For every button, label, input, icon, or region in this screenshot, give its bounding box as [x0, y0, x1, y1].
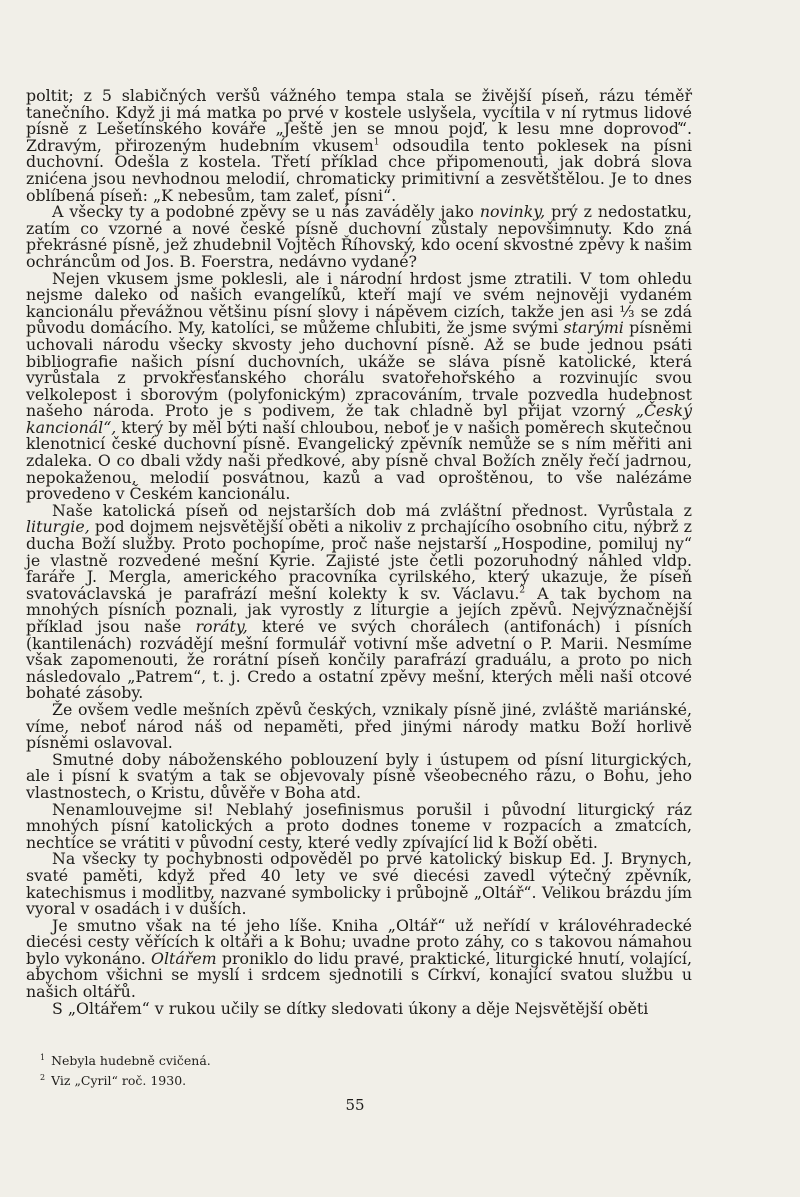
text-run: Že ovšem vedle mešních zpěvů českých, vznikaly písně jiné, zvláště mariánské, víme, neboť národ náš od nepaměti, před jinými národy matku Boží horlivě písněmi oslavoval. — [26, 699, 692, 753]
paragraph — [26, 749, 692, 802]
text-run: poltit; z 5 slabičných veršů vážného tempa stala se živější píseň, rázu téměř tanečního. Když ji má matka po prvé v kostele uslyšela, vycítila v ní rytmus lidové písně z Lešetínského kováře „Ještě jen se mnou pojď, k lesu mne doprovoď“. Zdravým, přirozeným hudebním vkusem — [26, 86, 692, 155]
text-run: pod dojmem nejsvětější oběti a nikoliv z prchajícího osobního citu, nýbrž z ducha Boží služby. Proto pochopíme, proč naše nejstarší „Hospodine, pomiluj ny“ je vlastně rozvedené mešní Kyrie. Zajisté jste četli pozoruhodný náhled vldp. faráře J. Mergla, amerického pracovníka cyrilského, který ukazuje, že píseň svatováclavská je parafrází mešní kolekty k sv. Václavu. — [26, 517, 692, 603]
text-run: písněmi uchovali národu všecky skvosty jeho duchovní písně. Až se bude jednou psáti bibliografie našich písní duchovních, ukáže se sláva písně katolické, která vyrůstala z prvokřesťanského chorálu svatořehořského a rozvinujíc svou velkolepost i sborovým (polyfonickým) zpracováním, trvale pozvedla hudebnost našeho národa. Proto je s podivem, že tak chladně byl přijat vzorný — [26, 318, 692, 421]
text-run: Je smutno však na té jeho líše. Kniha „Oltář“ už neřídí v královéhradecké diecési cesty věřících k oltáři a k Bohu; uvadne proto záhy, co s takovou námahou bylo vykonáno. — [26, 915, 692, 968]
paragraph — [26, 204, 692, 270]
paragraph — [26, 500, 692, 703]
emphasis-text: starými — [563, 318, 624, 338]
paragraph — [26, 799, 692, 852]
text-run: odsoudila tento poklesek na písni duchovní. Odešla z kostela. Třetí příklad chce připomenouti, jak dobrá slova znićena jsou nevhodnou melodií, chromaticky primitivní a zesvětštělou. Je to dnes oblíbená píseň: „K nebesům, tam zaleť, písni“. — [26, 135, 692, 205]
text-run: A tak bychom na mnohých písních poznali, jak vyrostly z liturgie a jejích zpěvů. Nejvýznačnější příklad jsou naše — [26, 583, 692, 636]
page-number: 55 — [345, 1096, 365, 1114]
paragraph — [26, 88, 692, 204]
footnote — [40, 1049, 680, 1069]
text-run: A všecky ty a podobné zpěvy se u nás zaváděly jako — [52, 202, 480, 222]
text-run: Nenamlouvejme si! Neblahý josefinismus porušil i původní liturgický ráz mnohých písní katolických a proto dodnes toneme v rozpacích a zmatcích, nechtíce se vrátiti v původní cesty, které vedly zpívající lid k Boží oběti. — [26, 799, 692, 852]
footnote-text: Viz „Cyril“ roč. 1930. — [51, 1073, 187, 1089]
paragraph — [26, 699, 692, 753]
emphasis-text: novinky, — [479, 202, 546, 222]
paragraph — [26, 915, 692, 1002]
emphasis-text: „Český kancionál“, — [26, 401, 692, 437]
text-run: prý z nedostatku, zatím co vzorné a nové české písně duchovní zůstaly nepovšimnuty. Kdo zná překrásné písně, jež zhudebnil Vojtěch Říhovský, kdo ocení skvostné zpěvy k našim ochráncům od Jos. B. Foerstra, nedávno vydané? — [26, 202, 692, 271]
body-text — [26, 88, 692, 1017]
paragraph — [26, 998, 692, 1018]
emphasis-text: roráty, — [195, 617, 248, 636]
paragraph — [26, 851, 692, 917]
footnote-text: Nebyla hudebně cvičená. — [51, 1053, 211, 1069]
emphasis-text: Oltářem — [151, 948, 217, 968]
footnote-mark: 2 — [40, 1073, 46, 1083]
paragraph — [26, 268, 692, 504]
text-run: proniklo do lidu pravé, praktické, liturgické hnutí, volající, abychom všichni se myslí i srdcem sjednotili s Církví, konající svatou službu u našich oltářů. — [26, 948, 692, 1002]
footnote-ref: 2 — [519, 585, 526, 596]
text-run: Naše katolická píseň od nejstarších dob má zvláštní přednost. Vyrůstala z — [52, 500, 692, 520]
emphasis-text: liturgie, — [26, 517, 90, 537]
text-run: Na všecky ty pochybnosti odpověděl po prvé katolický biskup Ed. J. Brynych, svaté paměti, když před 40 lety ve své diecési zavedl výtečný zpěvník, katechismus i modlitby, nazvané symbolicky i průbojně „Oltář“. Velikou brázdu jím vyoral v osadách i v duších. — [26, 849, 692, 919]
text-run: Nejen vkusem jsme poklesli, ale i národní hrdost jsme ztratili. V tom ohledu nejsme daleko od našich evangelíků, kteří mají ve svém nejnověji vydaném kancionálu převážnou většinu písní slovy i nápěvem cizích, takže jen asi ⅓ se zdá původu domácího. My, katolíci, se můžeme chlubiti, že jsme svými — [26, 268, 692, 338]
text-run: S „Oltářem“ v rukou učily se dítky sledovati úkony a děje Nejsvětější oběti — [52, 998, 649, 1018]
footnote — [40, 1069, 680, 1089]
footnote-mark: 1 — [40, 1053, 46, 1062]
text-run: které ve svých chorálech (antifonách) i písních (kantilenách) rozvádějí mešní formulář votivní mše advetní o P. Marii. Nesmíme však zapomenouti, že rorátní píseň končily parafrází graduálu, a proto po nich následovalo „Patrem“, t. j. Credo a ostatní zpěvy mešní, kterých měli naši otcové bohaté zásoby. — [26, 617, 692, 703]
text-run: který by měl býti naší chloubou, neboť je v našich poměrech skutečnou klenotnicí české duchovní písně. Evangelický zpěvník nemůže se s ním měřiti ani zdaleka. O co dbali vždy naši předkové, aby písně chval Božích zněly řečí jadrnou, nepokaženou, melodií posvátnou, kazů a vad oproštěnou, to vše nalézáme provedeno v Českém kancionálu. — [26, 417, 692, 504]
footnotes — [40, 1049, 680, 1089]
text-run: Smutné doby náboženského poblouzení byly i ústupem od písní liturgických, ale i písní k svatým a tak se objevovaly písně všeobecného rázu, o Bohu, jeho vlastnostech, o Kristu, důvěře v Boha atd. — [26, 749, 692, 802]
footnote-ref: 1 — [373, 137, 380, 148]
